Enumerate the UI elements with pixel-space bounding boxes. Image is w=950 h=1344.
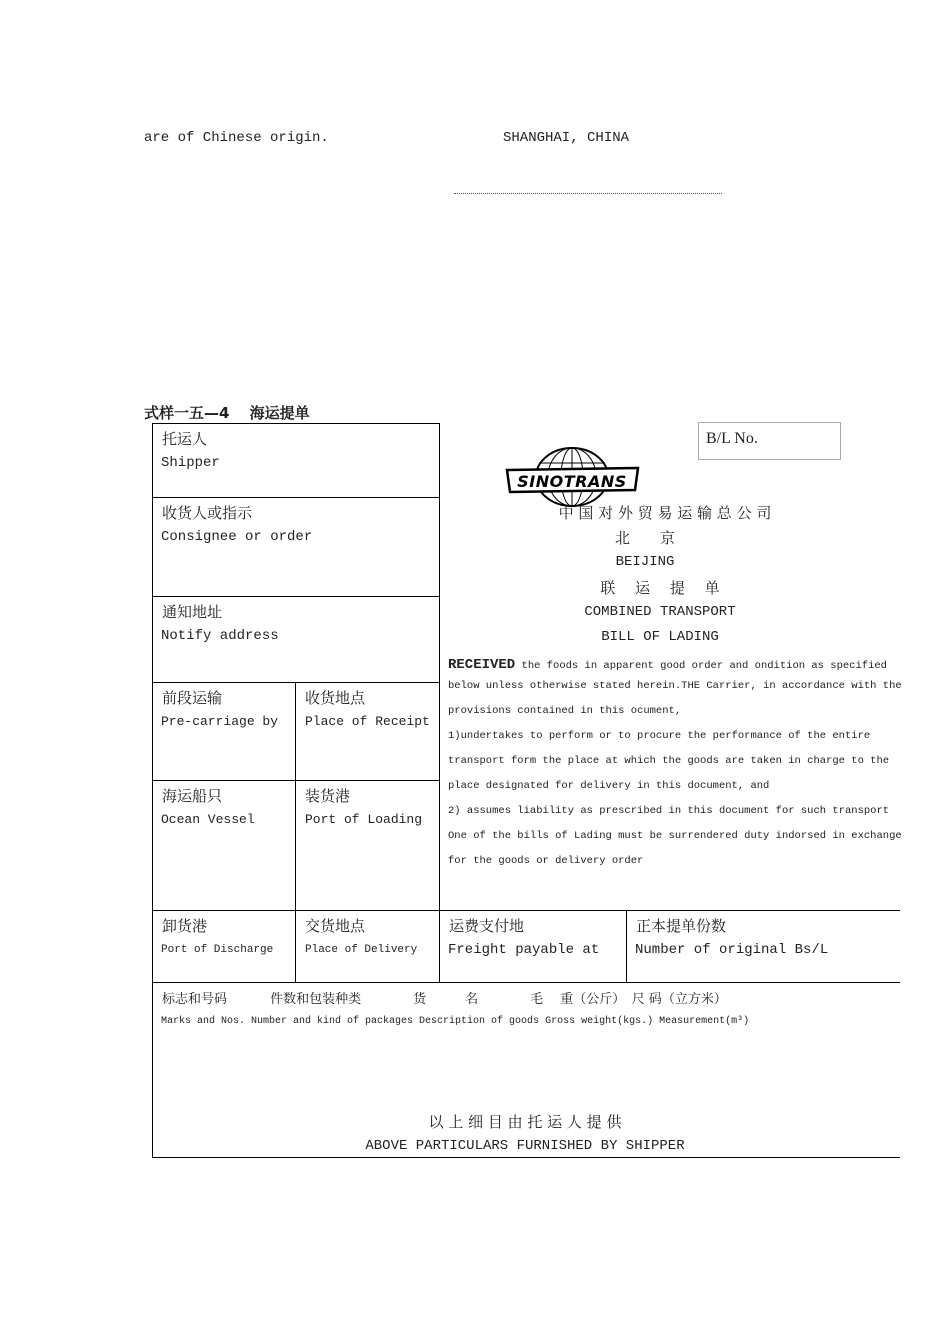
terms-line-3: provisions contained in this ocument, bbox=[448, 705, 682, 717]
discharge-label-en: Port of Discharge bbox=[161, 944, 274, 956]
svg-text:SINOTRANS: SINOTRANS bbox=[517, 472, 627, 491]
originals-label-cn: 正本提单份数 bbox=[636, 917, 727, 935]
furnished-note-cn: 以 上 细 目 由 托 运 人 提 供 bbox=[428, 1113, 622, 1131]
precarriage-label-cn: 前段运输 bbox=[162, 689, 223, 707]
shipper-label-en: Shipper bbox=[161, 455, 220, 471]
doc-title-cn: 联 运 提 单 bbox=[600, 579, 720, 597]
precarriage-label-en: Pre-carriage by bbox=[161, 714, 279, 729]
grid-line bbox=[439, 423, 440, 982]
notify-label-en: Notify address bbox=[161, 628, 279, 644]
shipper-label-cn: 托运人 bbox=[162, 430, 208, 448]
received-word: RECEIVED bbox=[448, 657, 516, 673]
terms-line-5: transport form the place at which the goods are taken in charge to the bbox=[448, 755, 890, 767]
grid-line bbox=[152, 1157, 900, 1158]
terms-line-4: 1)undertakes to perform or to procure the performance of the entire bbox=[448, 730, 871, 742]
terms-line-6: place designated for delivery in this document, and bbox=[448, 780, 770, 792]
origin-text: are of Chinese origin. bbox=[144, 130, 329, 146]
terms-line-1 bbox=[448, 653, 887, 673]
loading-label-cn: 装货港 bbox=[305, 787, 351, 805]
goods-header-en: Marks and Nos. Number and kind of packages Description of goods Gross weight(kgs.) Measurement(m³) bbox=[161, 1016, 750, 1027]
terms-line-2: below unless otherwise stated herein.THE Carrier, in accordance with the bbox=[448, 680, 902, 692]
terms-line-8: One of the bills of Lading must be surrendered duty indorsed in exchange bbox=[448, 830, 902, 842]
notify-label-cn: 通知地址 bbox=[162, 603, 223, 621]
freight-label-cn: 运费支付地 bbox=[449, 917, 525, 935]
goods-header-cn: 标志和号码 件数和包装种类 货 名 毛 重（公斤） 尺 码（立方米） bbox=[162, 992, 727, 1007]
delivery-label-en: Place of Delivery bbox=[305, 944, 418, 956]
vessel-label-en: Ocean Vessel bbox=[161, 812, 255, 827]
company-name-cn: 中 国 对 外 贸 易 运 输 总 公 司 bbox=[558, 504, 772, 522]
consignee-label-en: Consignee or order bbox=[161, 529, 313, 545]
terms-line-9: for the goods or delivery order bbox=[448, 855, 644, 867]
loading-label-en: Port of Loading bbox=[305, 812, 423, 827]
terms-line-7: 2) assumes liability as prescribed in this document for such transport bbox=[448, 805, 890, 817]
terms-text: the foods in apparent good order and ondition as specified bbox=[515, 660, 887, 672]
doc-title-en2: BILL OF LADING bbox=[601, 629, 719, 645]
signature-line bbox=[454, 193, 722, 194]
city-en: BEIJING bbox=[615, 554, 675, 570]
vessel-label-cn: 海运船只 bbox=[162, 787, 223, 805]
receipt-label-cn: 收货地点 bbox=[305, 689, 366, 707]
originals-label-en: Number of original Bs/L bbox=[635, 942, 829, 958]
sinotrans-logo bbox=[505, 446, 640, 508]
discharge-label-cn: 卸货港 bbox=[162, 917, 208, 935]
delivery-label-cn: 交货地点 bbox=[305, 917, 366, 935]
form-label: 式样一五—4 海运提单 bbox=[144, 404, 310, 422]
furnished-note-en: ABOVE PARTICULARS FURNISHED BY SHIPPER bbox=[365, 1138, 685, 1154]
city-cn: 北 京 bbox=[614, 529, 675, 547]
bl-number-label: B/L No. bbox=[706, 430, 758, 447]
globe-icon bbox=[505, 446, 640, 508]
receipt-label-en: Place of Receipt bbox=[305, 714, 430, 729]
freight-label-en: Freight payable at bbox=[448, 942, 600, 958]
consignee-label-cn: 收货人或指示 bbox=[162, 504, 253, 522]
doc-title-en1: COMBINED TRANSPORT bbox=[584, 604, 736, 620]
location-text: SHANGHAI, CHINA bbox=[503, 130, 630, 146]
